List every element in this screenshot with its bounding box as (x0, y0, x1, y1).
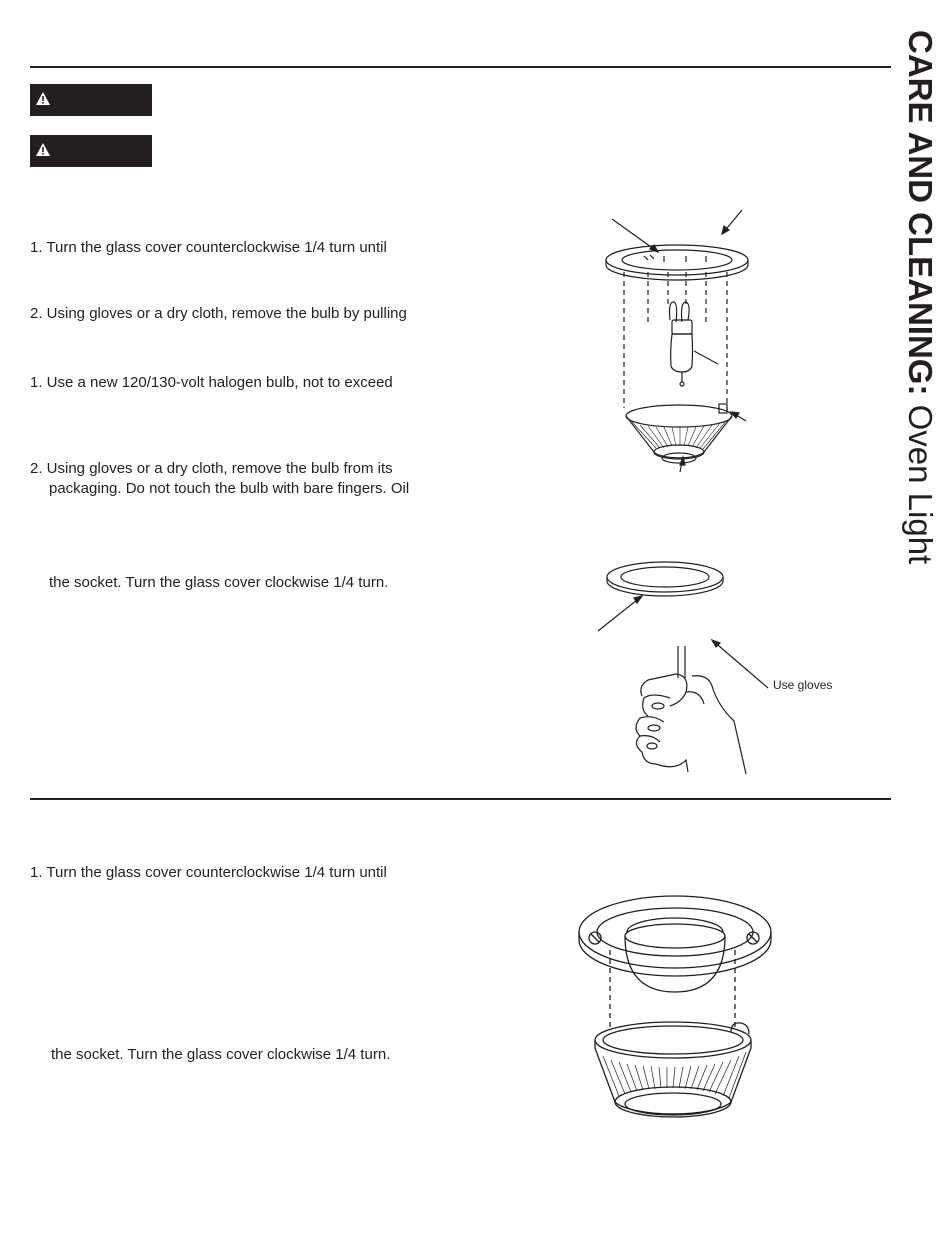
s1-replace-step-2-cont: packaging. Do not touch the bulb with bare fingers. Oil (49, 480, 410, 497)
warning-triangle-icon (36, 143, 50, 156)
s1-replace-step-1: 1. Use a new 120/130-volt halogen bulb, not to exceed (30, 374, 393, 391)
side-title-sub: Oven Light (902, 404, 939, 565)
s2-step-1: 1. Turn the glass cover counterclockwise 1/4 turn until (30, 864, 387, 881)
s1-step-1: 1. Turn the glass cover counterclockwise 1/4 turn until (30, 239, 387, 256)
side-title (902, 30, 938, 564)
warning-bar-1 (30, 84, 152, 116)
s1-step-2: 2. Using gloves or a dry cloth, remove the bulb by pulling (30, 305, 407, 322)
middle-rule (30, 798, 891, 800)
halogen-light-exploded-diagram (600, 176, 760, 486)
side-title-main: CARE AND CLEANING: (902, 30, 939, 396)
use-gloves-label: Use gloves (773, 678, 833, 692)
top-rule (30, 66, 891, 68)
warning-bar-2 (30, 135, 152, 167)
s1-replace-step-3-end: the socket. Turn the glass cover clockwise 1/4 turn. (49, 574, 389, 591)
warning-triangle-icon (36, 92, 50, 105)
hand-gloves-bulb-diagram (596, 546, 836, 776)
s1-replace-step-2: 2. Using gloves or a dry cloth, remove the bulb from its (30, 460, 393, 477)
s2-step-3-end: the socket. Turn the glass cover clockwise 1/4 turn. (51, 1046, 391, 1063)
oven-light-assembly-diagram (575, 880, 780, 1130)
